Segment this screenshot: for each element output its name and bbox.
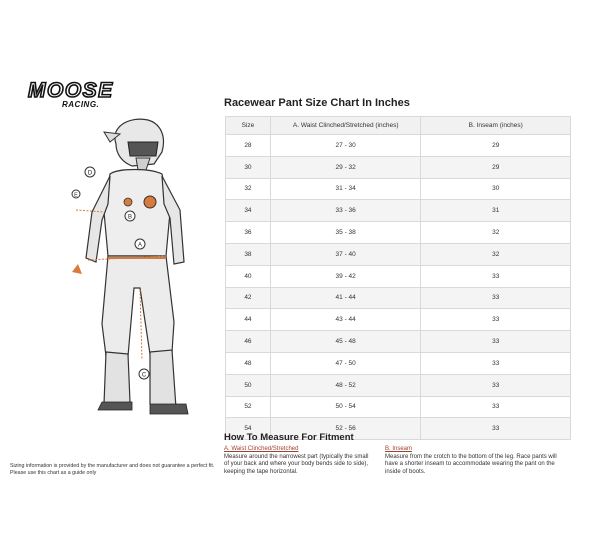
boots-shape [98, 350, 188, 414]
cell-inseam: 33 [421, 374, 571, 396]
cell-size: 48 [226, 352, 271, 374]
table-row [226, 287, 571, 309]
cell-size: 50 [226, 374, 271, 396]
cell-inseam: 29 [421, 156, 571, 178]
inseam-heading: B. Inseam [385, 446, 413, 452]
cell-inseam: 29 [421, 135, 571, 157]
logo-sub-text: RACING. [62, 100, 100, 109]
marker-d [85, 167, 95, 177]
cell-inseam: 33 [421, 418, 571, 440]
marker-c [139, 369, 149, 379]
table-row [226, 309, 571, 331]
table-row [226, 374, 571, 396]
cell-size: 52 [226, 396, 271, 418]
cell-size: 54 [226, 418, 271, 440]
cell-size: 42 [226, 287, 271, 309]
cell-waist: 35 - 38 [270, 222, 421, 244]
inseam-instructions [385, 446, 565, 476]
moose-racing-logo [26, 80, 130, 112]
svg-text:C: C [141, 372, 147, 379]
cell-size: 36 [226, 222, 271, 244]
cell-inseam: 33 [421, 331, 571, 353]
cell-size: 34 [226, 200, 271, 222]
disclaimer [10, 463, 220, 477]
helmet-icon [104, 119, 163, 170]
cell-waist: 41 - 44 [270, 287, 421, 309]
waist-heading: A. Waist Clinched/Stretched [224, 446, 299, 452]
table-row [226, 265, 571, 287]
table-row [226, 396, 571, 418]
cell-inseam: 31 [421, 200, 571, 222]
arrow-marker-icon [72, 264, 82, 274]
marker-b [125, 211, 135, 221]
cell-inseam: 33 [421, 396, 571, 418]
cell-size: 30 [226, 156, 271, 178]
cell-waist: 29 - 32 [270, 156, 421, 178]
cell-inseam: 33 [421, 352, 571, 374]
measure-title: How To Measure For Fitment [224, 432, 354, 443]
cell-inseam: 33 [421, 287, 571, 309]
cell-inseam: 33 [421, 265, 571, 287]
pants-shape [102, 256, 174, 356]
table-row [226, 222, 571, 244]
marker-a [135, 239, 145, 249]
rider-illustration [58, 112, 208, 422]
waist-instructions [224, 446, 374, 476]
table-row [226, 135, 571, 157]
cell-size: 46 [226, 331, 271, 353]
cell-waist: 39 - 42 [270, 265, 421, 287]
cell-waist: 45 - 48 [270, 331, 421, 353]
cell-waist: 43 - 44 [270, 309, 421, 331]
cell-size: 38 [226, 243, 271, 265]
header-waist: A. Waist Clinched/Stretched (inches) [270, 117, 421, 135]
cell-waist: 27 - 30 [270, 135, 421, 157]
header-size: Size [226, 117, 271, 135]
cell-waist: 47 - 50 [270, 352, 421, 374]
cell-waist: 33 - 36 [270, 200, 421, 222]
table-row [226, 178, 571, 200]
table-row [226, 156, 571, 178]
table-row [226, 331, 571, 353]
chart-title: Racewear Pant Size Chart In Inches [224, 97, 410, 109]
cell-waist: 31 - 34 [270, 178, 421, 200]
svg-text:A: A [137, 242, 143, 249]
cell-size: 44 [226, 309, 271, 331]
cell-size: 28 [226, 135, 271, 157]
cell-inseam: 33 [421, 309, 571, 331]
table-header-row [226, 117, 571, 135]
cell-inseam: 30 [421, 178, 571, 200]
marker-e [72, 190, 80, 199]
table-row [226, 200, 571, 222]
waist-text: Measure around the narrowest part (typically the small of your back and where your body bends side to side), keeping the tape horizontal. [224, 453, 369, 475]
cell-waist: 52 - 56 [270, 418, 421, 440]
svg-text:D: D [87, 170, 93, 177]
disclaimer-line-2: Please use this chart as a guide only [10, 470, 97, 476]
inseam-text: Measure from the crotch to the bottom of the leg. Race pants will have a shorter inseam to accommodate wearing the pant on the inside of boots. [385, 453, 557, 475]
cell-inseam: 32 [421, 243, 571, 265]
logo-brand-text: MOOSE [28, 79, 114, 102]
svg-text:E: E [74, 192, 78, 199]
table-row [226, 243, 571, 265]
svg-text:B: B [127, 214, 133, 221]
cell-waist: 50 - 54 [270, 396, 421, 418]
cell-size: 40 [226, 265, 271, 287]
header-inseam: B. Inseam (inches) [421, 117, 571, 135]
cell-size: 32 [226, 178, 271, 200]
cell-waist: 48 - 52 [270, 374, 421, 396]
size-table [225, 116, 571, 440]
table-row [226, 352, 571, 374]
cell-waist: 37 - 40 [270, 243, 421, 265]
cell-inseam: 32 [421, 222, 571, 244]
disclaimer-line-1: Sizing information is provided by the manufacturer and does not guarantee a perfect fit. [10, 463, 215, 469]
